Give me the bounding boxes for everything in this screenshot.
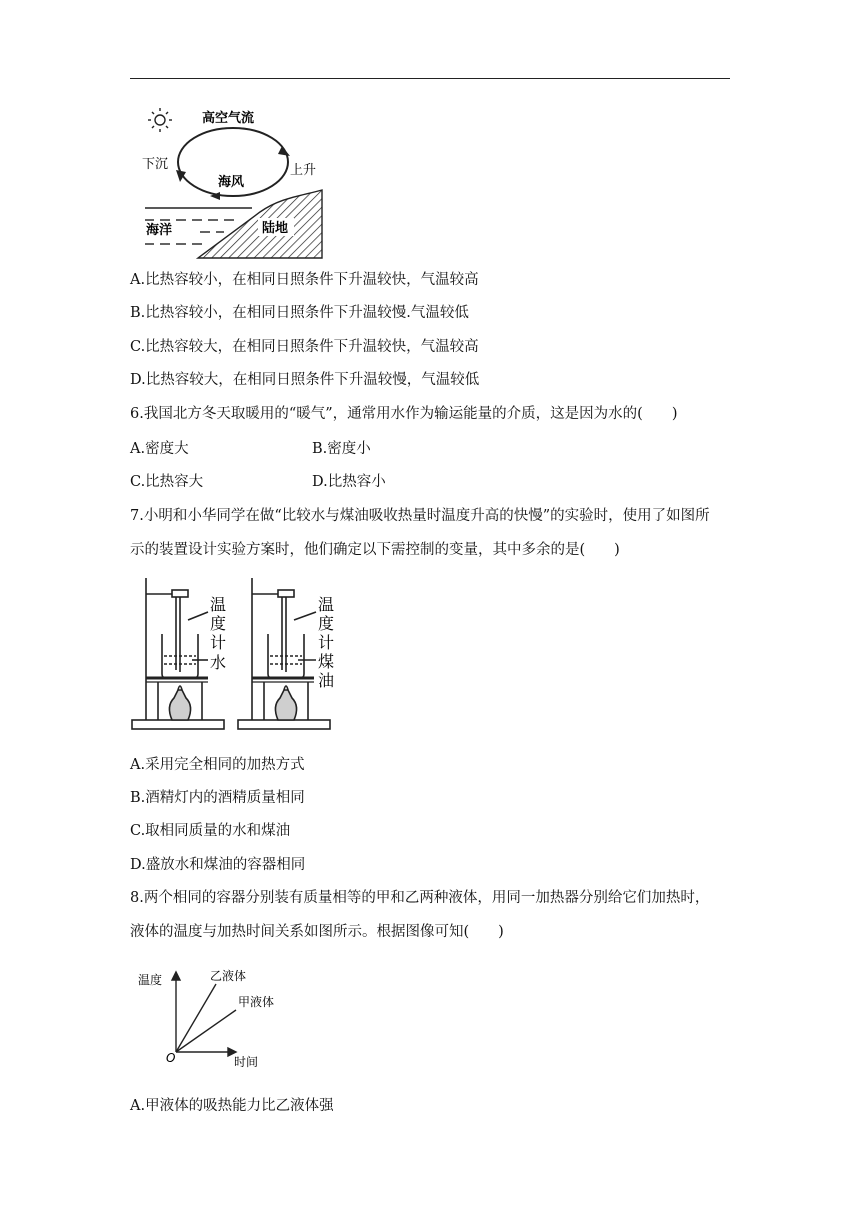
q7-option-c: C.取相同质量的水和煤油	[130, 823, 291, 839]
q6-option-b: B.密度小	[312, 441, 371, 457]
q5-option-d: D.比热容较大，在相同日照条件下升温较慢，气温较低	[130, 372, 480, 388]
q5-option-a: A.比热容较小，在相同日照条件下升温较快，气温较高	[130, 272, 479, 288]
label-jia-liquid: 甲液体	[238, 995, 275, 1009]
right-label-4: 煤	[318, 652, 335, 671]
left-label-3: 计	[210, 633, 227, 652]
label-sea-breeze: 海风	[218, 175, 245, 190]
sun-icon	[148, 108, 172, 132]
label-ocean: 海洋	[146, 223, 173, 238]
right-label-3: 计	[318, 633, 335, 652]
label-land: 陆地	[262, 221, 289, 236]
graph-xlabel: 时间	[234, 1055, 259, 1069]
label-yi-liquid: 乙液体	[210, 969, 247, 983]
q6-option-c: C.比热容大	[130, 474, 204, 490]
label-sink: 下沉	[142, 157, 169, 172]
q7-stem-line1: 7.小明和小华同学在做“比较水与煤油吸收热量时温度升高的快慢”的实验时，使用了如图所	[130, 508, 710, 524]
left-label-2: 度	[210, 614, 227, 633]
line-jia	[176, 1010, 236, 1052]
apparatus-figure	[128, 576, 348, 732]
q7-option-d: D.盛放水和煤油的容器相同	[130, 857, 306, 873]
sea-breeze-figure	[140, 100, 340, 260]
q5-option-b: B.比热容较小，在相同日照条件下升温较慢.气温较低	[130, 305, 469, 321]
q5-option-c: C.比热容较大，在相同日照条件下升温较快，气温较高	[130, 339, 479, 355]
graph-origin: O	[166, 1051, 176, 1065]
temperature-time-graph	[134, 964, 294, 1074]
q8-option-a: A.甲液体的吸热能力比乙液体强	[130, 1098, 334, 1114]
q7-option-a: A.采用完全相同的加热方式	[130, 757, 305, 773]
q7-option-b: B.酒精灯内的酒精质量相同	[130, 790, 305, 806]
q6-option-a: A.密度大	[130, 441, 189, 457]
apparatus-right	[238, 578, 330, 729]
q6-option-d: D.比热容小	[312, 474, 386, 490]
arrow-left	[176, 170, 186, 182]
left-label-1: 温	[210, 595, 227, 614]
right-label-5: 油	[318, 671, 335, 690]
graph-ylabel: 温度	[138, 973, 163, 987]
right-label-1: 温	[318, 595, 335, 614]
q7-stem-line2: 示的装置设计实验方案时，他们确定以下需控制的变量，其中多余的是( )	[130, 542, 620, 558]
q8-stem-line1: 8.两个相同的容器分别装有质量相等的甲和乙两种液体，用同一加热器分别给它们加热时，	[130, 890, 710, 906]
left-label-4: 水	[210, 653, 227, 672]
line-yi	[176, 984, 216, 1052]
q8-stem-line2: 液体的温度与加热时间关系如图所示。根据图像可知( )	[130, 924, 504, 940]
q6-stem: 6.我国北方冬天取暖用的“暖气”，通常用水作为输运能量的介质，这是因为水的( )	[130, 406, 678, 422]
label-high-air: 高空气流	[202, 111, 255, 126]
label-rise: 上升	[290, 163, 317, 178]
header-rule	[130, 78, 730, 79]
right-label-2: 度	[318, 614, 335, 633]
